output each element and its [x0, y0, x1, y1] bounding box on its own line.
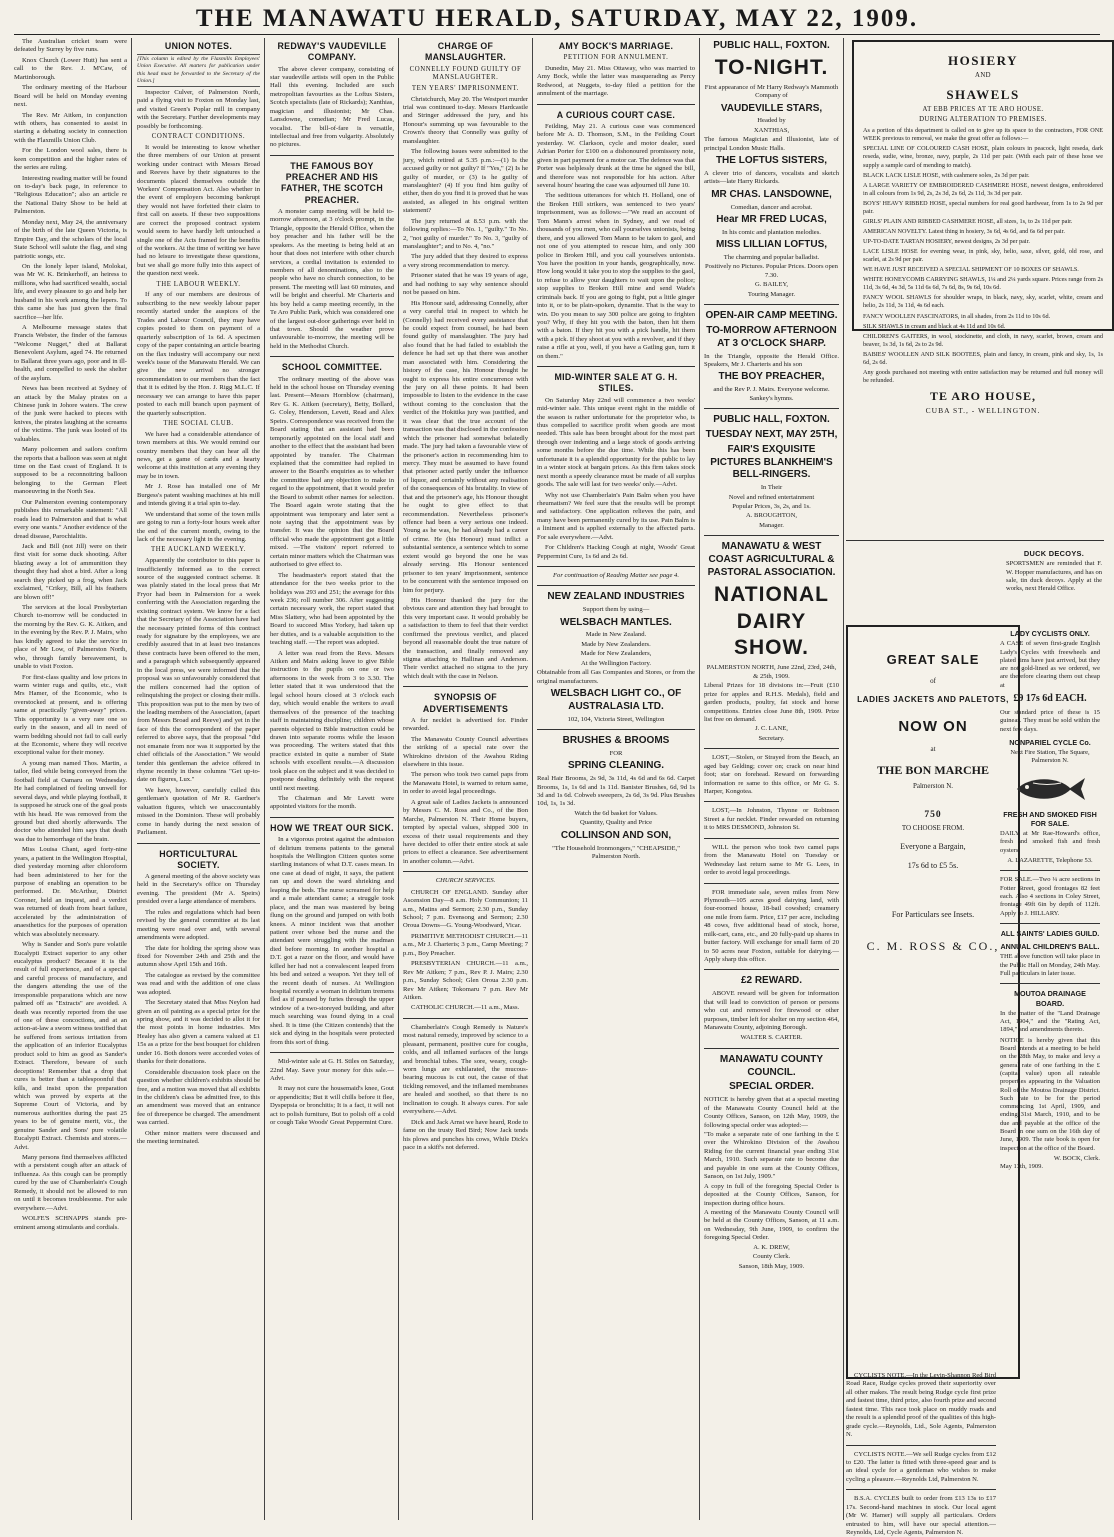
- advt-paragraph: Mid-winter sale at G. H. Stiles on Saturday, 22nd May. Save your money for this sale.—Advt.: [270, 1058, 394, 1082]
- advt-paragraph: Chamberlain's Cough Remedy is Nature's most natural remedy, improved by science to a pleasant, permanent, positive cure for coughs, colds, and all inflamed surfaces of the lungs and bronchial tubes. The sore, weary, cough-worn lungs are exhilarated, the mucous-bearing mucous is cut out, the cause of that tickling removed, and the inflamed membranes are healed and soothed, so that there is no inclination to cough. It always cures. For sale everywhere.—Advt.: [403, 1023, 528, 1116]
- lost-horse-ad: LOST,—Stolen, or Strayed from the Beach, an aged bay Gelding; cover on; crack on near hind foot; star on forehead. Reward on forwarding information re same to this office, or Mr G. S. Harper, Kongotea.: [704, 754, 839, 796]
- horticultural-paragraph: Considerable discussion took place on the question whether children's exhibits should be free, and a motion was moved that all exhibits in the children's class be admitted free, to this an amendment was moved that an entrance fee of threepence be charged. The amendment was carried.: [137, 1068, 260, 1127]
- section-subheading: THE LABOUR WEEKLY.: [156, 280, 241, 288]
- welsbach-line: 102, 104, Victoria Street, Wellington: [567, 715, 665, 723]
- union-paragraph: We have had a considerable attendance of town members at this. We would remind our country members that they can hear all the news, get a game of cards and a hearty welcome at this institution at any evening they may be in town.: [137, 430, 260, 480]
- section-subheading: CONTRACT CONDITIONS.: [151, 133, 246, 141]
- council-line: A meeting of the Manawatu County Council will be held at the County Offices, Sanson, at 11 a.m. on Wednesday, 9th June, 1909, to confirm the foregoing Special Order.: [704, 1208, 839, 1242]
- lady-cyclists-text: A CASE of seven first-grade English Lady's Cycles with freewheels and plated rims have just arrived, but they are not gold-lined as we ordered, we are therefore clearing them out cheap at: [1000, 640, 1100, 689]
- horticultural-paragraph: The date for holding the spring show was fixed for November 24th and 25th and the autumn show April 15th and 16th.: [137, 944, 260, 969]
- horticultural-paragraph: The catalogue as revised by the committee was read and with the addition of one class was adopted.: [137, 971, 260, 996]
- farm-sale-ad: FOR immediate sale, seven miles from New Plymouth—105 acres good dairying land, with four-roomed house, 18-bail cowshed; creamery one mile from farm. Price, £17 per acre, including 48 cows, five additional head of stock, horse, milk-cart, cans, etc., and 20 fully-paid up shares in butter factory. Will exchange for small farm of 20 to 50 acres near Foxton, suitable for dairying.—Apply sharp this office.: [704, 888, 839, 964]
- vaudeville-ad-line: Positively no Pictures. Popular Prices. Doors open 7.30.: [705, 263, 838, 279]
- dairy-show-line: Secretary.: [758, 734, 785, 742]
- jackets-line: LADIES JACKETS AND PALETOTS,: [857, 695, 1009, 704]
- vaudeville-ad-line: MR CHAS. LANSDOWNE,: [711, 188, 832, 200]
- hosiery-item: As a portion of this department is called on to give up its space to the contractors, FOR ONE WEEK previous to removal, we make the great offer as follows:—: [863, 127, 1103, 143]
- bellringers-ad-line: In Their: [760, 484, 783, 492]
- union-notes-heading: UNION NOTES.: [164, 41, 233, 51]
- fish-icon: [1013, 772, 1087, 806]
- price-range: 17s 6d to £5 5s.: [907, 861, 959, 870]
- bellringers-ad-line: PUBLIC HALL, FOXTON.: [713, 414, 830, 426]
- stiles-paragraph: On Saturday May 22nd will commence a two weeks' mid-winter sale. This unique event right in the middle of the season is rather unfortunate for the proprietor who, is thus compelled to sacrifice profit when goods are most needed. This sale has been brought about for the most part through over indenting and a large stock of goods arriving some months before the due time. While this has been unfortunate it is a splendid opportunity for the public to lay in a winter stock at bargain prices. As this firm takes stock next month a speedy clearance must be made of all surplus goods. The sale will last for two weeks' only.—Advt.: [537, 396, 695, 489]
- vaudeville-ad-line: Hear MR FRED LUCAS,: [716, 214, 827, 225]
- news-paragraph: WOLFE'S SCHNAPPS stands pre-eminent among stimulants and cordials.: [14, 1215, 127, 1231]
- hosiery-item: SILK SHAWLS in cream and black at 4s 11d and 10s 6d.: [863, 322, 1006, 330]
- vaudeville-ad: [704, 40, 839, 299]
- synopsis-heading: SYNOPSIS OF ADVERTISEMENTS: [422, 692, 509, 714]
- news-paragraph: The Australian cricket team were defeated by Surrey by five runs.: [14, 38, 127, 54]
- moutoa-notice: NOTICE is hereby given that this Board intends at a meeting to be held on the 28th May, to make and levy a general rate of one farthing in the £ (capital value) upon all rateable properties appearing in the Valuation Roll of the Moutoa Drainage District. Such rate to be for the period commencing 1st April, 1909, and ending 31st March, 1910, and to be due and payable at the office of the Board in one sum on the 16th day of June, 1909. The rate book is open for inspection at the office of the Board.: [1000, 1036, 1100, 1152]
- stiles-paragraph: For Children's Hacking Cough at night, Woods' Great Peppermint Cure, 1s 6d and 2s 6d.: [537, 544, 695, 560]
- union-paragraph: We understand that some of the town mills are going to run a forty-four hours week after the end of the current month, owing to the lack of the necessary light in the evening.: [137, 510, 260, 543]
- bellringers-ad-line: Manager.: [759, 521, 784, 529]
- collinson-line: SPRING CLEANING.: [567, 760, 665, 772]
- hosiery-item: BLACK LACK LISLE HOSE, with cashmere soles, 2s 3d per pair.: [863, 171, 1030, 179]
- particulars: For Particulars see Insets.: [891, 910, 975, 919]
- synopsis-paragraph: A fur necklet is advertised for. Finder rewarded.: [403, 716, 528, 733]
- column-2: [137, 38, 260, 1520]
- horticultural-heading: HORTICULTURAL SOCIETY.: [159, 848, 238, 870]
- church-paragraph: PRESBYTERIAN CHURCH.—11 a.m., Rev Mr Aitken; 7 p.m., Rev P. J. Mairs; 2.30 p.m., Sunday School; Glen Oroua 2.30 p.m. Rev Mr Aitken; Tokomaru 7 p.m. Rev Mr Aitken.: [403, 960, 528, 1001]
- ross-co: C. M. ROSS & CO.,: [866, 939, 1000, 953]
- lady-cyclists-text-2: Our standard price of these is 15 guineas. They must be sold within the next few days.: [1000, 708, 1100, 733]
- hosiery-subtitle: AT EBB PRICES AT TE ARO HOUSE.: [922, 105, 1044, 113]
- council-line: "To make a separate rate of one farthing in the £ over the Whirokino Division of the Awahou Riding for the current financial year ending 31st March, 1910. Such separate rate to become due and payable in one sum at the County Offices, Sanson, on 1st July, 1909.": [704, 1131, 839, 1181]
- reward-text: ABOVE reward will be given for information that will lead to conviction of person or persons who cut and removed for firewood or other purposes, timber left for shelter on my section 464, Manawatu County, adjoining Borough.: [704, 990, 839, 1032]
- news-paragraph: The Rev. Mr Aitken, in conjunction with others, has consented to assist in starting a debating society in connection with the Flaxmills Union Club.: [14, 111, 127, 144]
- manslaughter-paragraph: His Honour said, addressing Connelly, after a very careful trial in respect to which he (Connelly) had received every assistance that he could expect from counsel, he had been found guilty of manslaughter. The jury had also found that he had failed to establish the defence he had set up that there was another man associated with him. Considering the history of the case, his Honour thought he ought to express his entire concurrence with the jury on all these points. It had been impossible to listen to the evidence in the case without coming to the conclusion that the verdict of the Hokitika jury was justified, and it was clear that the true account of the transaction was that disclosed in the confession which the prisoner had somewhat belatedly made. The jury had taken a favourable view of the prisoner's action in recommending him to mercy. They must be assumed to have found that prisoner acted partly under the influence of liquor, and certainly without any realisation of the consequences of his brutality. In view of that and the prisoner's age, his Honour thought he ought to give effect to that recommendation. Nevertheless prisoner's offence had been a very serious one indeed. Young as he was, he had already had a career of crime. He (his Honour) must inflict a substantial sentence, a sentence which to some extent would go beyond the one he was already serving. His Honour sentenced prisoner to ten years' imprisonment, sentence to be concurrent with the sentence imposed on him for perjury.: [403, 299, 528, 594]
- synopsis-paragraph: The person who took two camel paps from the Manawatu Hotel, is warned to return same, in order to avoid legal proceedings.: [403, 771, 528, 796]
- ball-text: THE above function will take place in the Public Hall on Monday, 24th May. Full particulars in later issue.: [1000, 953, 1100, 977]
- lady-cyclists-heading: LADY CYCLISTS ONLY.: [1010, 629, 1090, 638]
- court-case-heading: A CURIOUS COURT CASE.: [556, 109, 676, 120]
- reward-signature: WALTER S. CARTER.: [740, 1034, 803, 1042]
- now-on: NOW ON: [898, 718, 968, 735]
- school-paragraph: The Chairman and Mr Levett were appointed visitors for the month.: [270, 795, 394, 811]
- hosiery-item: AMERICAN NOVELTY. Latest thing in hosiery, 3s 6d, 4s 6d, and 6s 6d per pair.: [863, 227, 1065, 235]
- te-aro-house: TE ARO HOUSE,: [929, 389, 1037, 404]
- county-council-ad: [704, 1054, 839, 1271]
- collinson-line: FOR: [609, 749, 623, 757]
- count-750: 750: [924, 810, 942, 820]
- dairy-show-line: Liberal Prizes for 18 divisions in:—Fruit (£10 prize for apples and R.H.S. Medals), field and garden products, poultry, fat stock and horse competitions. Entries close June 8th, 1909. Prize list free on demand.: [704, 682, 839, 723]
- boy-preacher-heading: THE FAMOUS BOY PREACHER AND HIS FATHER, THE SCOTCH PREACHER.: [280, 160, 383, 205]
- hosiery-ad: [852, 40, 1114, 415]
- news-paragraph: Why is Sander and Son's pure volatile Eucalypti Extract superior to any other eucalyptus product? Because it is the result of full experience, and of a special and careful process of manufacture, and the dangers attending the use of the irresponsible preparations which are now palmed off as "Extracts" are avoided. A death was recently reported from the use of one of these concoctions, and at an action-at-law a sworn witness testified that he suffered from serious irritation from the application of an inferior Eucalyptus product sold to him as good as Sander's Extract. Therefore, beware of such deceptions! Remember that a drop that cures is better than a tablespoonful that kills, and insist upon the preparation which was proved by experts at the Supreme Court of Victoria, and by numerous authorities during the past 25 years to be of genuine merit, viz., the genuine Sander and Sons' pure volatile Eucalypti Extract. Chemists and stores.—Advt.: [14, 941, 127, 1151]
- bon-marche-sale-ad: [846, 625, 1020, 1379]
- collinson-ad: [537, 735, 695, 861]
- reward-heading: £2 REWARD.: [740, 975, 803, 987]
- council-line: Sanson, 18th May, 1909.: [738, 1262, 805, 1270]
- school-paragraph: A letter was read from the Revs. Messrs Aitken and Mairs asking leave to give Bible instruction to the pupils on one or two afternoons in the week from 3 to 3.30. The letter stated that it was understood that the legal school hours closed at 3 o'clock each day, which would enable the writers to avail themselves of the presence of the teaching staff in maintaining discipline; children whose parents objected to Bible instruction could be drawn into separate rooms while the lesson was proceeding. The writers stated that this practice existed in quite a number of State schools with excellent results.—A discussion took place on the subject and it was decided to postpone dealing definitely with the request until next meeting.: [270, 649, 394, 792]
- welsbach-line: Obtainable from all Gas Companies and Stores, or from the original manufacturers.: [537, 669, 695, 685]
- moutoa-text: In the matter of the "Land Drainage Act, 1904," and the "Rating Act, 1894," and amendments thereto.: [1000, 1009, 1100, 1034]
- sick-paragraph: In a vigorous protest against the admission of delirium tremens patients to the general hospitals the Wellington Citizen quotes some startling instances of what D.T. cases mean. In one case at dead of night, it says, the patient ran up and down the ward shrieking and leaping the beds. The nurse screamed for help and a male attendant came; a struggle took place, and the man was mastered by being flung on the ground and jumped on with both knees. A minor incident was that another patient over whose bed the nurse and the attendant were struggling with the madman died before morning. In another hospital a D.T. got a razor on the floor, and would have killed her had not a convalescent leaped from his bed and seized a weapon. Yet they tell of the recent death of nurses. At Wellington hospital recently a woman in delirium tremens fled as if pursued by furies through the upper window of a two-storeyed building, and after much searching was found dying in a coal shed. It is time (the Citizen contends) that the sick and dying in the hospitals were protected from this sort of thing.: [270, 836, 394, 1046]
- welsbach-line: Made in New Zealand.: [585, 631, 647, 639]
- duck-decoys-text: SPORTSMEN are reminded that F. W. Hopper manufactures, and has on sale, tin duck decoys. Apply at the works, next Herald Office.: [1006, 560, 1102, 593]
- welsbach-line: Support them by using—: [582, 606, 650, 614]
- nonpariel-heading: NONPARIEL CYCLE Co.: [1009, 737, 1091, 747]
- vaudeville-ad-line: First appearance of Mr Harry Redway's Mammoth Company of: [704, 83, 839, 100]
- news-paragraph: Our Palmerston evening contemporary publishes this remarkable statement: "All roads lead to Palmerston and that is what every one wants." Another evidence of the dread disease, Parochialitis.: [14, 498, 127, 540]
- palmerston: Palmerston N.: [912, 782, 954, 790]
- hosiery-item: BOYS' HEAVY RIBBED HOSE, special numbers for real good hardwear, from 1s to 2s 9d per pair.: [863, 199, 1103, 215]
- lost-necklet-ad: LOST,—In Johnston, Thynne or Robinson Street a fur necklet. Finder rewarded on returning it to MRS DESMOND, Johnston St.: [704, 807, 839, 832]
- camel-paps-ad: WILL the person who took two camel paps from the Manawatu Hotel on Tuesday or Wednesday last return same to Mr G. Lees, in order to avoid legal proceedings.: [704, 843, 839, 877]
- bellringers-ad-line: FAIR'S EXQUISITE PICTURES BLANKHEIM'S BELL-RINGERS.: [710, 443, 833, 481]
- hosiery-item: FANCY WOOL SHAWLS for shoulder wraps, in black, navy, sky, scarlet, white, cream and helio, 2s 11d, 3s 11d, 4s 6d each.: [863, 294, 1103, 310]
- vaudeville-ad-line: The famous Magician and Illusionist, late of principal London Music Halls.: [704, 136, 839, 152]
- amy-bock-sub: PETITION FOR ANNULMENT.: [563, 54, 669, 62]
- court-paragraph: The seditious utterances for which H. Holland, one of the Broken Hill strikers, was sentenced to two years' imprisonment, was as follows:—"We read an account of Tom Mann's arrest when in Sydney, and we read of thousands of you men, who call yourselves unionists, being there, and you allowed Tom Mann to be taken to gaol, and not one of you attempted to rescue him, and only 300 police in Broken Hill, and you call yourselves unionists. You have the position in your hands, geographically, now. How long would it take you to stop the supplies to the gaol, to refuse to allow your daughters to wait upon the police; stop supplies to Broken Hill mine and send Wade's criminals back. If you are going to fight, put a little ginger into it, or to be plain-spoken, dynamite. That is the way to win. Do you mean to say 300 police are going to frighten you? Why, if they hit you with the baton, then hit them with a baton. If they hit you with a pick handle, hit them with a pick. If they shoot at you with a revolver, and if they raise a rifle at you, well, if you have a Gatling gun, turn it on them.": [537, 192, 695, 360]
- nonpariel-address: Next Fire Station, The Square, Palmerston N.: [1010, 749, 1090, 765]
- manslaughter-heading: CHARGE OF MANSLAUGHTER.: [424, 41, 507, 63]
- hosiery-title: HOSIERY: [947, 53, 1018, 68]
- manslaughter-paragraph: The following issues were submitted to the jury, which retired at 5.35 p.m.:—(1) Is the accused guilty or not guilty? If "Yes," (2) Is he guilty of murder, or (3) is he guilty of manslaughter? (4) If you find him guilty of either, then do you find it is proved that he was assisted, as alleged in his original written statement?: [403, 148, 528, 215]
- hosiery-item: FANCY WOOLLEN FASCINATORS, in all shades, from 2s 11d to 10s 6d.: [863, 312, 1051, 320]
- welsbach-line: NEW ZEALAND INDUSTRIES: [547, 591, 685, 603]
- te-aro-address: CUBA ST., - WELLINGTON.: [925, 405, 1041, 415]
- news-paragraph: Knox Church (Lower Hutt) has sent a call to the Rev. J. M'Caw, of Martinborough.: [14, 56, 127, 81]
- hosiery-item: Any goods purchased not meeting with entire satisfaction may be returned and full money will be refunded.: [863, 368, 1103, 384]
- choose-from: TO CHOOSE FROM.: [901, 824, 965, 832]
- dairy-show-line: J. C. LANE,: [755, 725, 788, 733]
- amy-bock-heading: AMY BOCK'S MARRIAGE.: [558, 41, 674, 51]
- amy-bock-paragraph: Dunedin, May 21. Miss Ottaway, who was married to Amy Bock, while the latter was masquerading as Percy Redwood, at Nuggets, to-day filed a petition for the annulment of the marriage.: [537, 64, 695, 98]
- collinson-line: Real Hair Brooms, 2s 9d, 3s 11d, 4s 6d and 6s 6d. Carpet Brooms, 1s, 1s 6d and 1s 11d. Banister Brushes, 6d, 9d 1s 3d and 1s 6d. Cobweb sweepers, 2s 6d, 3s 9d. Plus Brushes 10d, 1s, 1s 3d.: [537, 775, 695, 808]
- church-paragraph: CHURCH OF ENGLAND. Sunday after Ascension Day—8 a.m. Holy Communion; 11 a.m., Matins and Sermon; 2.30 p.m., Sunday School; 7 p.m. Evensong and Sermon; 2.30 Oroua Downs—G. Young-Woodward, Vicar.: [403, 888, 528, 930]
- news-paragraph: The services at the local Presbyterian Church to-morrow will be conducted in the morning by the Rev. G. K. Aitken, and in the evening by the Rev. P. J. Mairs, who has kindly agreed to take the service in place of Mr Low, of Palmerston North, who, through family bereavement, is unable to visit Foxton.: [14, 604, 127, 671]
- vaudeville-ad-line: TO-NIGHT.: [714, 55, 829, 79]
- great-sale: GREAT SALE: [886, 652, 980, 667]
- hosiery-item: CHILDREN'S GAITERS, in wool, stockinette, and cloth, in navy, scarlet, brown, cream and beaver, 1s 3d, 1s 6d, 2s to 2s 9d.: [863, 332, 1103, 348]
- welsbach-line: WELSBACH MANTLES.: [560, 616, 672, 628]
- vaudeville-ad-line: Comedian, dancer and acrobat.: [730, 203, 813, 211]
- bellringers-ad-line: Novel and refined entertainment: [728, 493, 815, 501]
- collinson-line: BRUSHES & BROOMS: [562, 735, 670, 747]
- right-column: [1000, 625, 1100, 1520]
- school-paragraph: The ordinary meeting of the above was held in the school house on Thursday evening last. Present—Messrs Hornblow (chairman), Rev G. K. Aitken (secretary), Betty, Bollard, G. Coley, Henderson, Levett, Read and Alex Speirs. Correspondence was received from the Board stating that an assistant had been temporarily appointed on the local staff and another to the effect that the assistant had been appointed by transfer. The Chairman explained that the committee had replied in answer to the Board's enquiries as to whether the committee had any objection to make in regard to the appointment, that it would prefer the Board to submit other names for selection. The Board again wrote stating that the appointment was temporary and later sent a note saying that the appointment was by transfer. It was the opinion that the Board official who made the appointment got a little mixed. —The visitors' report referred to certain minor matters which the Chairman was authorised to give effect to.: [270, 375, 394, 569]
- horticultural-paragraph: The rules and regulations which had been revised by the general committee at its last meeting were read over and, with several amendments were adopted.: [137, 908, 260, 942]
- vaudeville-ad-line: Touring Manager.: [747, 290, 796, 298]
- column-3: [270, 38, 394, 1520]
- bellringers-ad-line: TUESDAY NEXT, MAY 25TH,: [705, 428, 838, 440]
- bsa-cycles-note: B.S.A. CYCLES built to order from £13 13s to £17 17s. Second-hand machines in stock. Our local agent (Mr W. Hamer) will supply all particulars. Orders entrusted to him, will have our special attention.—Reynolds, Ltd, Cycle Agents, Palmerston N.: [846, 1495, 996, 1536]
- preacher-paragraph: A monster camp meeting will be held to-morrow afternoon, at 3 o'clock prompt, in the Triangle, opposite the Herald Office, when the boy preacher and his father will be the speakers. As the meeting is being held at an hour that does not interfere with other church services, a cordial invitation is extended to members of all denominations, also to the people who have no church connection, to be present. The meeting will last 60 minutes, and will be bright and cheerful. Mr Charteris and his boy held a camp meeting recently, in the Te Aro Public Park, which was considered one of the largest out-door gatherings ever held in that town. Should the weather prove unfavourable to-morrow, the meeting will be held in the Methodist Church.: [270, 207, 394, 350]
- welsbach-ad: [537, 591, 695, 724]
- news-paragraph: On the lonely leper island, Molokai, was Mr W. K. Brinkerhoff, an heiress to millions, who had sacrificed wealth, social life, and every pleasure to go and help her husband in his work among the lepers. To this came she has just given the final sacrifice—her life.: [14, 262, 127, 321]
- vaudeville-ad-line: PUBLIC HALL, FOXTON.: [713, 40, 830, 51]
- sections-sale-text: FOR SALE.—Two ¼ acre sections in Fotter Street, good frontages 82 feet each. Also 4 sections in Coley Street, frontage 49ft 6in by depth of 112ft. Apply to J. HILLARY.: [1000, 876, 1100, 917]
- advt-paragraph: Dick and Jack Arnst we have heard, Rode to fame on the trusty Red Bird; Now Jack tends his plows and punches his cows, While Dick's pace in a skiff's not deferred.: [403, 1118, 529, 1151]
- hosiery-item: BABIES' WOOLLEN AND SILK BOOTEES, plain and fancy, in cream, pink and sky, 1s, 1s 6d, 2s 6d.: [863, 350, 1103, 366]
- section-subheading: THE SOCIAL CLUB.: [163, 420, 234, 427]
- bellringers-ad-line: A. BROUGHTON,: [746, 512, 797, 520]
- cycle-price: £9 17s 6d EACH.: [1013, 693, 1087, 705]
- vaudeville-ad-line: The charming and popular balladist.: [723, 254, 820, 262]
- vaudeville-ad-line: G. BAILEY,: [754, 281, 789, 289]
- moutoa-date: May 13th, 1909.: [1000, 1163, 1043, 1171]
- bellringers-ad-line: Popular Prices, 3s, 2s, and 1s.: [732, 503, 811, 511]
- hosiery-and: AND: [975, 71, 991, 79]
- collinson-line: Quantity, Quality and Price: [579, 819, 653, 827]
- moutoa-signature: W. BOCK, Clerk.: [1053, 1155, 1100, 1163]
- council-line: County Clerk.: [752, 1253, 791, 1261]
- news-paragraph: Monday next, May 24, the anniversary of the birth of the late Queen Victoria, is Empire Day, and the scholars of the local State School will salute the flag, and sing patriotic songs, etc.: [14, 218, 127, 260]
- fish-signature: A. LAZARETTE, Telephone 53.: [1007, 857, 1093, 865]
- fish-heading: FRESH AND SMOKED FISH FOR SALE.: [1003, 809, 1097, 828]
- news-paragraph: A Melbourne message states that Francis Webster, the finder of the famous "Welcome Nugget," died at Ballarat Benevolent Asylum, aged 74. He returned to Ballarat three years ago, poor and in ill-health, and compelled to seek the shelter of the asylum.: [14, 324, 127, 382]
- council-line: A. K. DREW,: [753, 1243, 790, 1251]
- hosiery-subtitle-2: DURING ALTERATION TO PREMISES.: [919, 116, 1047, 124]
- vaudeville-heading: REDWAY'S VAUDEVILLE COMPANY.: [277, 41, 387, 63]
- news-paragraph: Miss Louisa Chant, aged forty-nine years, a patient in the Wellington Hospital, died yesterday morning after chloroform had been administered to her for the purpose of enabling an operation to be performed. Dr. McArthur, District Coroner, held an inquest, and a verdict was returned of death from heart failure, accelerated by the administration of anaesthetics for the purposes of operation which was absolutely necessary.: [14, 846, 127, 938]
- welsbach-line: Made for New Zealanders,: [580, 650, 652, 658]
- news-paragraph: Many persons find themselves afflicted with a persistent cough after an attack of influenza. As this cough can be promptly cured by the use of Chamberlain's Cough Remedy, it should not be allowed to run on until it becomes troublesome. For sale everywhere.—Advt.: [14, 1154, 127, 1212]
- sick-heading: HOW WE TREAT OUR SICK.: [270, 822, 394, 833]
- synopsis-paragraph: The Manawatu County Council advertises the striking of a special rate over the Whirokino division of the Awahou Riding elsewhere in this issue.: [403, 735, 528, 768]
- council-line: SPECIAL ORDER.: [729, 1081, 814, 1093]
- hosiery-items: [863, 127, 1103, 385]
- collinson-line: Watch the 6d basket for Values.: [574, 809, 658, 817]
- sale-of: of: [930, 677, 936, 685]
- hosiery-item: WE HAVE JUST RECEIVED A SPECIAL SHIPMENT OF 10 BOXES OF SHAWLS.: [863, 266, 1079, 274]
- union-paragraph: If any of our members are desirous of subscribing to the new weekly labour paper recently started under the auspices of the Trades and Labour Council, they may have copies posted to them on payment of a quarterly subscription of 1s 6d. A specimen copy of the paper containing an article bearing on the flax industry will accompany our next week's issue of the Manawatu Herald. We can give the new arrival no stronger recommendation to our members than the fact that it is edited by the Hon. J. Rigg M.L.C. If necessary we can arrange to have this paper posted to each mill branch upon payment of the quarterly subscription.: [137, 291, 260, 417]
- church-paragraph: CATHOLIC CHURCH.—11 a.m., Mass.: [411, 1004, 520, 1012]
- continuation-note: For continuation of Reading Matter see page 4.: [553, 572, 679, 579]
- vaudeville-ad-line: MISS LILLIAN LOFTUS,: [715, 239, 828, 251]
- camp-ad-line: and the Rev P. J. Mairs. Everyone welcome. Sankey's hymns.: [713, 386, 830, 402]
- column-1: [14, 38, 127, 1520]
- bellringers-ad: [704, 414, 839, 530]
- hosiery-item: UP-TO-DATE TARTAN HOSIERY, newest designs, 2s 3d per pair.: [863, 238, 1030, 246]
- camp-ad-line: TO-MORROW AFTERNOON AT 3 O'CLOCK SHARP.: [706, 325, 837, 349]
- vaudeville-ad-line: Headed by: [757, 117, 786, 125]
- union-paragraph: Inspector Culver, of Palmerston North, paid a flying visit to Foxton on Monday last, and visited Green's Poplar mill in company with the Secretary. Further developments may possibly be forthcoming.: [137, 88, 260, 130]
- moutoa-heading: MOUTOA DRAINAGE BOARD.: [1014, 989, 1086, 1008]
- manslaughter-paragraph: Christchurch, May 20. The Westport murder trial was continued to-day. Messrs Hardcastle and Stringer addressed the jury, and his Honour's summing up was favourable to the Crown's theory that Connelly was guilty of manslaughter.: [403, 95, 528, 145]
- manslaughter-paragraph: Prisoner stated that he was 19 years of age, and had nothing to say why sentence should not be passed on him.: [403, 272, 528, 297]
- church-paragraph: PRIMITIVE METHODIST CHURCH.—11 a.m., Mr J. Charteris; 3 p.m., Camp Meeting; 7 p.m., Boy Preacher.: [403, 932, 528, 957]
- cyclists-note-1: CYCLISTS NOTE.—In the Levin-Shannon Red Bird Road Race, Rudge cycles proved their superiority over all other makes. The result being Rudge cycle first prize and fastest time, third prize, also fourth prize and second fastest time. This race took place on muddy roads and the result is a splendid proof of the qualities of this high-grade cycle.—Reynolds, Ltd., Sole Agents, Palmerston N.: [846, 1372, 996, 1439]
- camp-ad-line: OPEN-AIR CAMP MEETING.: [705, 310, 838, 322]
- news-paragraph: Many policemen and sailors confirm the reports that a balloon was seen at night time on the East coast of England. It is supposed to be a reconnoitring balloon belonging to the German Fleet manoeuvring in the North Sea.: [14, 446, 127, 496]
- column-6: [704, 38, 839, 1520]
- sale-at: at: [930, 745, 936, 753]
- bargain: Everyone a Bargain,: [900, 842, 966, 851]
- union-paragraph: It would be interesting to know whether the three members of our Union at present working under contract with Messrs Broad and Reeves have by their signatures to the documents placed themselves outside the Workers' Compensation Act. Also whether in the event of employers becoming bankrupt they would not have forfeited their claim to first call on assets. If these two suppositions are correct the proposed contract system would seem to have hardly left untouched a single one of the Acts framed for the benefits of the workers. At the time of writing we have had no leisure to investigate these questions, but we shall go more fully into this aspect of the question next week.: [137, 143, 260, 278]
- camp-meeting-ad: [704, 310, 839, 403]
- duck-decoys-heading: DUCK DECOYS.: [1023, 549, 1085, 558]
- fish-text: DAILY at Mr Rae-Howard's office, fresh and smoked fish and fresh oysters.: [1000, 830, 1100, 854]
- column-4: [403, 38, 528, 1520]
- section-subheading: THE AUCKLAND WEEKLY.: [150, 546, 247, 554]
- advt-paragraph: It may not cure the housemaid's knee, Gout or appendicitis; But it will chills before it flee, Dyspepsia or bronchitis; It is a fact, it will not act to polish furniture, But to polish off a cold or cough Take Woods' Great Peppermint Cure.: [270, 1085, 394, 1127]
- cyclists-notes: [846, 1372, 996, 1536]
- news-paragraph: For first-class quality and low prices in warm winter rugs and quilts, etc., visit Mrs Hamer, of the Economic, who is overstocked at present, and is offering same at practically "given-away" prices. This opportunity is a very rare one so early in the season, and all in need of warm bedding should not fail to call early at the Economic, where they will receive exceptional value for their money.: [14, 673, 127, 757]
- vaudeville-ad-line: A clever trio of dancers, vocalists and sketch artists—late Harry Rickards.: [704, 169, 839, 186]
- dairy-show-line: MANAWATU & WEST COAST AGRICULTURAL & PASTORAL ASSOCIATION.: [707, 541, 836, 578]
- all-saints-heading: ALL SAINTS' LADIES GUILD.: [1000, 928, 1100, 938]
- news-paragraph: Interesting reading matter will be found on to-day's back page, in reference to "Religious Education"; also an article re the National Dairy Show to be held at Palmerston.: [14, 174, 127, 216]
- manslaughter-paragraph: The jury added that they desired to express a very strong recommendation to mercy.: [403, 253, 528, 269]
- childrens-ball-heading: ANNUAL CHILDREN'S BALL.: [1000, 942, 1100, 952]
- council-line: MANAWATU COUNTY COUNCIL.: [719, 1053, 824, 1078]
- synopsis-paragraph: A great sale of Ladies Jackets is announced by Messrs C. M. Ross and Co., of the Bon Marche, Palmerston N. Their Home buyers, tempted by special values, shipped 300 in excess of their usual requirements and they have decided to offer their entire stock at sale prices to effect a clearance. See advertisement in another column.—Advt.: [403, 798, 528, 865]
- dairy-show-line: PALMERSTON NORTH, June 22nd, 23rd, 24th, & 25th, 1909.: [706, 664, 837, 680]
- manslaughter-paragraph: His Honour thanked the jury for the obvious care and attention they had brought to this very important case. It would probably be a satisfaction to them to feel that their verdict confirmed the previous verdict, and placed beyond all reasonable doubt the true nature of the transaction, and finally removed any stigma attaching to Hallinan and Anderson. Their verdict attached no stigma to the jury which dealt with the case in Nelson.: [403, 596, 528, 680]
- school-paragraph: The headmaster's report stated that the attendance for the two weeks prior to the holidays was 293 and 251; the average for this week 236; roll number 306. After suggesting certain necessary work, the report stated that Miss Slattery, who had been appointed by the Board to succeed Miss Yorkey, had taken up her duties, and is a valuable acquisition to the teaching staff. —The report was adopted.: [270, 571, 394, 647]
- masthead: THE MANAWATU HERALD, SATURDAY, MAY 22, 1909.: [14, 4, 1100, 35]
- union-paragraph: Apparently the contributor to this paper is insufficiently informed as to the correct source of the suggested contract scheme. It was plainly stated in the local press that Mr Fryor had been in Palmerston for a week conferring with the Association regarding the existing contract system. We know for a fact that the Secretary of the Association have had the necessary printed forms of this contract ready for signature by the employees, we are credibly assured that in at least two instances these contracts have been offered to the men, and a paragraph which subsequently appeared in the local press, we were informed that the proposal was so unfavourably considered that the millers concerned had the option of relinquishing the project or closing their mills. This proposition was put to the men by two of the leading members of the Association, (apart from Messrs Broad and Reeve) and yet in the face of this the correspondent of the paper referred to above says, that the proposal "did not emanate from nor was it supported by the chief officials of the Association." We would tender this gentleman the advice offered in rhyme recently in these columns "Get up-to-date on figures, Lux.": [137, 557, 260, 784]
- hosiery-item: WHITE HONEYCOMB CARRYING SHAWLS, 1¼ and 2¼ yards square. Prices range from 2s 11d, 3s 6d, 4s 3d, 5s 11d 6s 6d, 7s 6d, 8s, 9s 6d, 10s 6d.: [863, 276, 1103, 292]
- news-paragraph: Jack and Bill (not Jill) were on their first visit for some duck shooting. After blazing away a lot of ammunition they thought they had shot a bird. After a long search they picked up a frog, when Jack exclaimed, "Crikey, Bill, all his feathers are blown off!": [14, 542, 127, 601]
- union-notes-note: [This column is edited by the Flaxmills Employees' Union Executive. All matters for publication under this head must be forwarded to the Secretary of the Union.]: [137, 54, 260, 87]
- collinson-line: COLLINSON AND SON,: [560, 829, 672, 841]
- council-line: NOTICE is hereby given that at a special meeting of the Manawatu County Council held at the County Offices, Sanson, on 12th May, 1909, the following special order was adopted:—: [704, 1096, 839, 1129]
- camp-ad-line: In the Triangle, opposite the Herald Office. Speakers, Mr J. Charteris and his son: [704, 352, 839, 369]
- hosiery-item: SPECIAL LINE OF COLOURED CASH HOSE, plain colours in peacock, light reseda, dark reseda, sudie, wine, bronze, navy, purple, 2s 11d per pair. (With each pair of these hose we supply a sample card of mending to match).: [863, 145, 1103, 169]
- court-paragraph: Feilding, May 21. A curious case was commenced before Mr A. D. Thomson, S.M., in the Feilding Court yesterday. W. Clarkson, cycle and motor dealer, sued Adrian Porter for £100 on a dishonoured promissory note, given in part payment for a motor car. The defence was that Porter was helplessly drunk at the time he signed the bill, and therefore was not responsible for his action. After several hours' hearing the case was adjourned till June 10.: [537, 122, 695, 189]
- welsbach-line: WELSBACH LIGHT CO., OF AUSTRALASIA LTD.: [550, 688, 682, 712]
- union-paragraph: We have, however, carefully culled this gentleman's quotation of Mr R. Gardner's valuation figures, which we unaccountably missed in the Dominion. These will probably come in handy during the next session of Parliament.: [137, 786, 260, 837]
- column-5: [537, 38, 695, 1520]
- council-line: A copy in full of the foregoing Special Order is deposited at the County Offices, Sanson, for inspection during office hours.: [704, 1182, 839, 1207]
- local-news: [14, 38, 127, 1232]
- news-paragraph: For the London wool sales, there is keen competition and the higher rates of the series are ruling.: [14, 147, 127, 172]
- union-paragraph: Mr J. Rose has installed one of Mr Burgess's patent washing machines at his mill and intends giving it a trial spin to-day.: [137, 483, 260, 508]
- vaudeville-ad-line: THE LOFTUS SISTERS,: [715, 155, 828, 167]
- news-paragraph: A young man named Thos. Martin, a tailor, fled while being conveyed from the football field at Oamaru on Wednesday. He had complained of feeling unwell for several days, and while playing football, it is supposed he struck one of the goal posts with his head. He was removed from the ground but died shortly afterwards. The doctor who attended him says that death was due to hemorrhage of the brain.: [14, 759, 127, 843]
- manslaughter-sub: CONNELLY FOUND GUILTY OF MANSLAUGHTER.: [409, 65, 522, 82]
- duck-decoys-ad: [846, 546, 1102, 622]
- camp-ad-line: THE BOY PREACHER,: [718, 371, 825, 383]
- hosiery-item: LACE LISLE HOSE for evening wear, in pink, sky, helio, saxe, silver, gold, old rose, and scarlet, at 2s 9d per pair.: [863, 248, 1103, 264]
- stiles-sale-heading: MID-WINTER SALE AT G. H. STILES.: [554, 372, 678, 394]
- manslaughter-sub2: TEN YEARS' IMPRISONMENT.: [411, 84, 520, 92]
- bon-marche: THE BON MARCHE: [876, 763, 989, 777]
- shawels-title: SHAWELS: [946, 86, 1020, 102]
- dairy-show-line: NATIONAL DAIRY SHOW.: [714, 582, 829, 660]
- news-paragraph: News has been received at Sydney of an attack by the Malay pirates on a Chinese junk in Johore waters. The crew of the junk were hacked to pieces with knives, the pirates laughing at the screams of the victims. The junk was looted of its valuables.: [14, 385, 127, 443]
- horticultural-paragraph: A general meeting of the above society was held in the Secretary's office on Thursday evening. The president (Mr A. Speirs) presided over a large attendance of members.: [137, 873, 260, 906]
- welsbach-line: At the Wellington Factory.: [581, 659, 651, 667]
- news-paragraph: The ordinary meeting of the Harbour Board will be held on Monday evening next.: [14, 84, 127, 109]
- horticultural-paragraph: The Secretary stated that Miss Neylon had given an oil painting as a special prize for the spring show, and it was decided to allot it for the most points in home industries. Mrs Healey has also given a camera valued at £1 15s as a prize for the best bouquet for children under 16. Both donors were accorded votes of thanks for their donations.: [137, 999, 260, 1066]
- vaudeville-ad-line: XANTHIAS,: [753, 126, 790, 134]
- horticultural-paragraph: Other minor matters were discussed and the meeting terminated.: [137, 1129, 260, 1146]
- collinson-line: "The Household Ironmongers," "CHEAPSIDE," Palmerston North.: [552, 844, 680, 861]
- manslaughter-paragraph: The jury returned at 8.53 p.m. with the following replies:—To No. 1, "guilty." To No. 2, "not guilty of murder." To No. 3, "guilty of manslaughter"; and to No. 4, "no.": [403, 217, 528, 250]
- vaudeville-ad-line: VAUDEVILLE STARS,: [720, 102, 823, 114]
- school-committee-heading: SCHOOL COMMITTEE.: [281, 362, 383, 373]
- dairy-show-ad: [704, 541, 839, 743]
- cyclists-note-2: CYCLISTS NOTE.—We sell Rudge cycles from £12 to £20. The latter is fitted with three-speed gear and is an ideal cycle for a gentleman who wishes to make cycling a pleasure.—Reynolds Ltd, Palmerston N.: [846, 1450, 996, 1483]
- welsbach-line: Made by New Zealanders.: [581, 640, 651, 648]
- church-services-heading: CHURCH SERVICES.: [435, 877, 496, 885]
- hosiery-item: A LARGE VARIETY OF EMBROIDERED CASHMERE HOSE, newest designs, embroidered in all colours from 1s 9d, 2s, 2s 3d, 2s 6d, 2s 11d, 3s 3d per pair.: [863, 181, 1103, 197]
- hosiery-item: GIRLS' PLAIN AND RIBBED CASHMERE HOSE, all sizes, 1s, to 2s 11d per pair.: [863, 217, 1073, 225]
- vaudeville-ad-line: In his comic and plantation melodies.: [722, 228, 821, 236]
- stiles-paragraph: Why not use Chamberlain's Pain Balm when you have rheumatism? We feel sure that the results will be prompt and satisfactory. One application relieves the pain, and many have been permanently cured by its use. Pain Balm is a liniment and is applied externally to the affected parts. For sale everywhere.—Advt.: [537, 491, 695, 541]
- vaudeville-paragraph: The above clever company, consisting of star vaudeville artists will open in the Public Hall this evening. Included are such metropolitan favourites as the Loftus Sisters, Scotch specialists (late of Rickards); Xanthias, magician and illusionist; Mr Chas. Lansdowne, comedian; Mr Fred Lucas, vocalist. The bill-of-fare is versatile, intellectual and free from vulgarity. Absolutely no pictures.: [270, 65, 394, 149]
